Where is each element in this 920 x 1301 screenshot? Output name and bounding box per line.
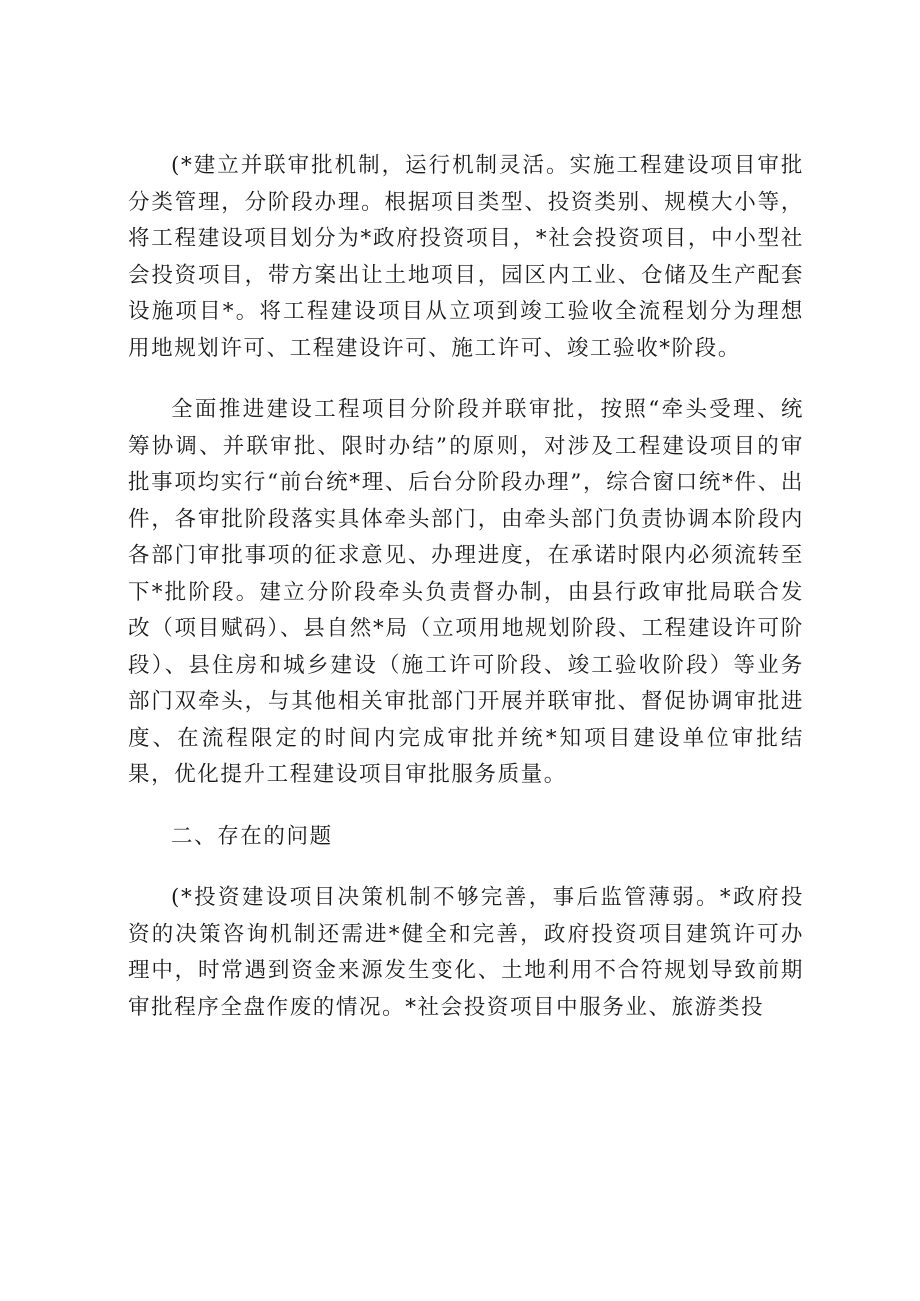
paragraph-investment-decision-mechanism: (*投资建设项目决策机制不够完善，事后监管薄弱。*政府投资的决策咨询机制还需进*健全和完善，政府投资项目建筑许可办理中，时常遇到资金来源发生变化、土地利用不合符规划导致前期审批程序全盘作废的情况。*社会投资项目中服务业、旅游类投 [128, 885, 804, 1020]
paragraph-staged-parallel-approval: 全面推进建设工程项目分阶段并联审批，按照“牵头受理、统筹协调、并联审批、限时办结”的原则，对涉及工程建设项目的审批事项均实行“前台统*理、后台分阶段办理”，综合窗口统*件、出件，各审批阶段落实具体牵头部门，由牵头部门负责协调本阶段内各部门审批事项的征求意见、办理进度，在承诺时限内必须流转至下*批阶段。建立分阶段牵头负责督办制，由县行政审批局联合发改（项目赋码）、县自然*局（立项用地规划阶段、工程建设许可阶段）、县住房和城乡建设（施工许可阶段、竣工验收阶段）等业务部门双牵头，与其他相关审批部门开展并联审批、督促协调审批进度、在流程限定的时间内完成审批并统*知项目建设单位审批结果，优化提升工程建设项目审批服务质量。 [128, 397, 804, 787]
document-body [128, 148, 804, 1026]
paragraph-parallel-approval-mechanism: (*建立并联审批机制，运行机制灵活。实施工程建设项目审批分类管理，分阶段办理。根据项目类型、投资类别、规模大小等，将工程建设项目划分为*政府投资项目，*社会投资项目，中小型社会投资项目，带方案出让土地项目，园区内工业、仓储及生产配套设施项目*。将工程建设项目从立项到竣工验收全流程划分为理想用地规划许可、工程建设许可、施工许可、竣工验收*阶段。 [128, 153, 804, 361]
section-heading-existing-problems: 二、存在的问题 [171, 823, 333, 849]
